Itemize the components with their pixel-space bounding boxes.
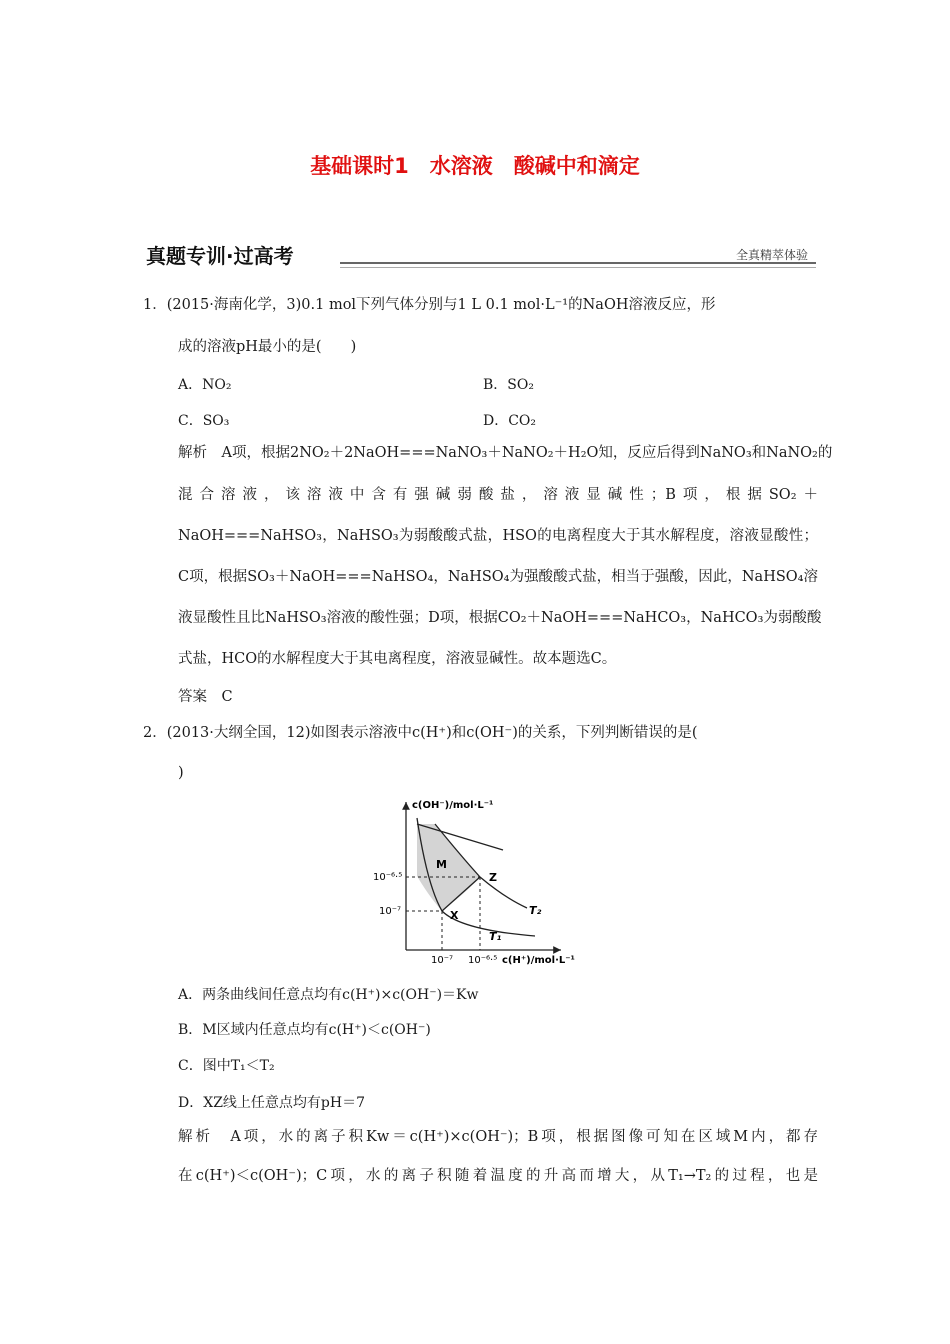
section-subheading: 全真精萃体验 — [735, 248, 808, 262]
q2-stem-line2: ) — [178, 765, 184, 781]
q1-analysis-line2: 混合溶液，该溶液中含有强碱弱酸盐，溶液显碱性；B项，根据SO₂＋ — [178, 487, 818, 503]
q2-option-a: A．两条曲线间任意点均有c(H⁺)×c(OH⁻)＝Kw — [178, 987, 479, 1003]
q2-analysis-line2: 在c(H⁺)＜c(OH⁻)；C项，水的离子积随着温度的升高而增大，从T₁→T₂的过程，也是 — [178, 1168, 818, 1184]
region-m-label: M — [436, 858, 447, 871]
y-tick-6-5: 10⁻⁶·⁵ — [373, 872, 403, 883]
curve-t1-label: T₁ — [489, 930, 502, 943]
q1-answer: 答案 C — [178, 689, 233, 705]
q1-stem-line1: 1．(2015·海南化学，3)0.1 mol下列气体分别与1 L 0.1 mol·L⁻¹的NaOH溶液反应，形 — [143, 297, 716, 313]
page-title: 基础课时1 水溶液 酸碱中和滴定 — [310, 154, 640, 178]
q1-analysis-line5: 液显酸性且比NaHSO₃溶液的酸性强；D项，根据CO₂＋NaOH===NaHCO₃，NaHCO₃为弱酸酸 — [178, 610, 822, 626]
y-tick-7: 10⁻⁷ — [379, 906, 402, 917]
point-z-label: Z — [489, 871, 497, 884]
q1-stem-line2: 成的溶液pH最小的是( ) — [178, 339, 357, 355]
q1-analysis-line4: C项，根据SO₃＋NaOH===NaHSO₄，NaHSO₄为强酸酸式盐，相当于强酸，因此，NaHSO₄溶 — [178, 569, 818, 585]
q1-option-a: A．NO₂ — [178, 377, 232, 393]
x-tick-7: 10⁻⁷ — [431, 955, 454, 966]
x-axis-label: c(H⁺)/mol·L⁻¹ — [502, 955, 575, 966]
section-heading: 真题专训·过高考 — [146, 244, 294, 268]
section-rule-thin — [340, 267, 816, 268]
q1-analysis-line1: 解析 A项，根据2NO₂＋2NaOH===NaNO₃＋NaNO₂＋H₂O知，反应后得到NaNO₃和NaNO₂的 — [178, 445, 833, 461]
q2-option-b: B．M区域内任意点均有c(H⁺)＜c(OH⁻) — [178, 1022, 431, 1038]
q1-option-b: B．SO₂ — [483, 377, 534, 393]
q2-option-d: D．XZ线上任意点均有pH＝7 — [178, 1095, 365, 1111]
q1-analysis-line6: 式盐，HCO的水解程度大于其电离程度，溶液显碱性。故本题选C。 — [178, 651, 617, 667]
x-tick-6-5: 10⁻⁶·⁵ — [468, 955, 498, 966]
q2-analysis-line1: 解析 A项，水的离子积Kw＝c(H⁺)×c(OH⁻)；B项，根据图像可知在区域M内，都存 — [178, 1129, 818, 1145]
ion-product-figure — [365, 790, 585, 970]
curve-t2-label: T₂ — [529, 904, 542, 917]
q1-option-c: C．SO₃ — [178, 413, 230, 429]
point-x-label: X — [450, 909, 459, 922]
q2-option-c: C．图中T₁＜T₂ — [178, 1058, 275, 1074]
q2-stem-line1: 2．(2013·大纲全国，12)如图表示溶液中c(H⁺)和c(OH⁻)的关系，下列判断错误的是( — [143, 725, 698, 741]
section-header — [140, 238, 816, 266]
y-axis-label: c(OH⁻)/mol·L⁻¹ — [412, 800, 494, 811]
q1-analysis-line3: NaOH===NaHSO₃，NaHSO₃为弱酸酸式盐，HSO的电离程度大于其水解程度，溶液显酸性； — [178, 528, 818, 544]
q1-option-d: D．CO₂ — [483, 413, 537, 429]
